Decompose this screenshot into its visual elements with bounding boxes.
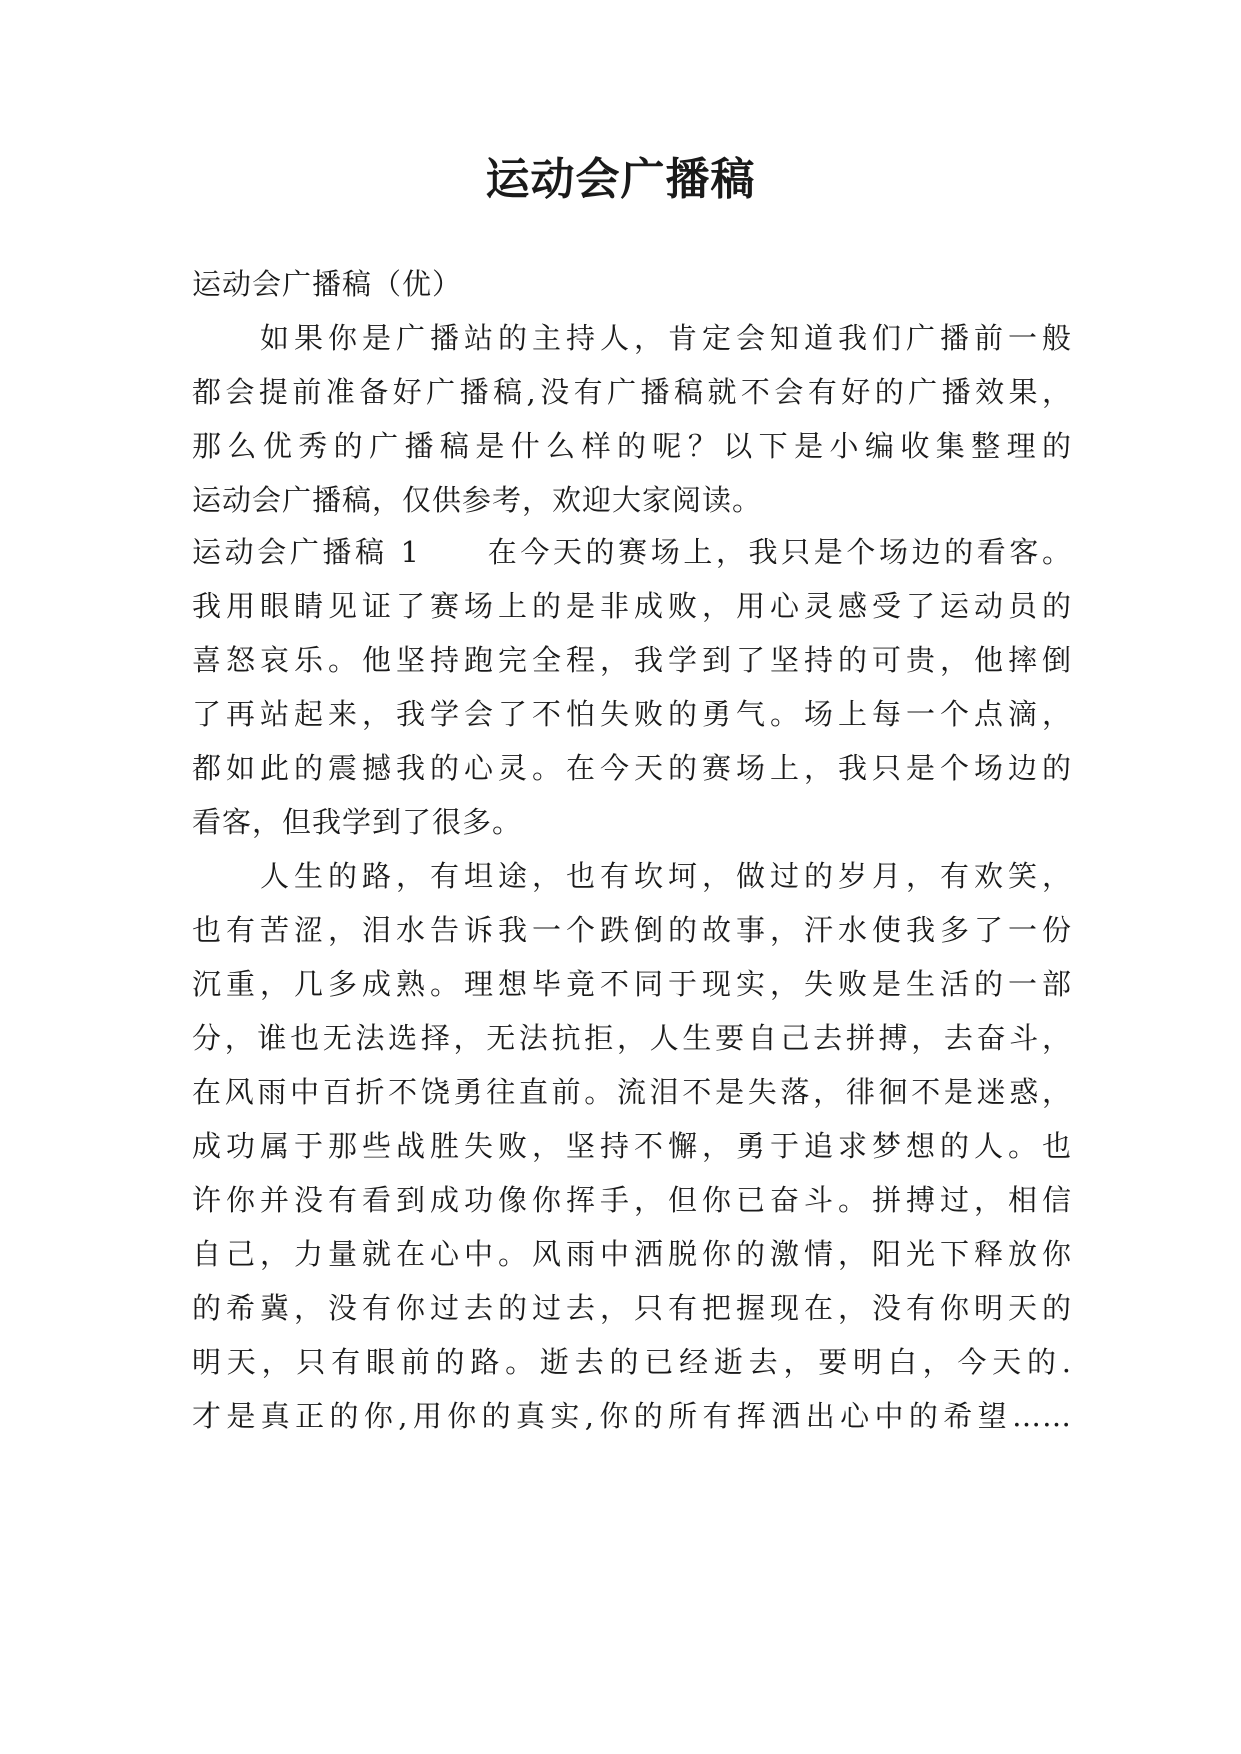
text-line: 明天，只有眼前的路。逝去的已经逝去，要明白，今天的. [192, 1345, 1072, 1379]
text-line: 自己，力量就在心中。风雨中洒脱你的激情，阳光下释放你 [192, 1237, 1072, 1271]
text-line: 在风雨中百折不饶勇往直前。流泪不是失落，徘徊不是迷惑， [192, 1075, 1072, 1109]
text-line: 人生的路，有坦途，也有坎坷，做过的岁月，有欢笑， [192, 859, 1072, 893]
text-line: 许你并没有看到成功像你挥手，但你已奋斗。拼搏过，相信 [192, 1183, 1072, 1217]
text-line: 的希冀，没有你过去的过去，只有把握现在，没有你明天的 [192, 1291, 1072, 1325]
text-line: 运动会广播稿（优） [192, 267, 463, 301]
text-line: 才是真正的你,用你的真实,你的所有挥洒出心中的希望…… [192, 1399, 1072, 1433]
text-line: 如果你是广播站的主持人，肯定会知道我们广播前一般 [192, 321, 1072, 355]
text-line: 看客，但我学到了很多。 [192, 805, 523, 839]
document-title: 运动会广播稿 [485, 154, 756, 205]
text-line: 成功属于那些战胜失败，坚持不懈，勇于追求梦想的人。也 [192, 1129, 1072, 1163]
text-line: 那么优秀的广播稿是什么样的呢？以下是小编收集整理的 [192, 429, 1072, 463]
text-line: 分，谁也无法选择，无法抗拒，人生要自己去拼搏，去奋斗， [192, 1021, 1072, 1055]
text-line: 运动会广播稿，仅供参考，欢迎大家阅读。 [192, 483, 763, 517]
text-line: 也有苦涩，泪水告诉我一个跌倒的故事，汗水使我多了一份 [192, 913, 1072, 947]
text-line: 都会提前准备好广播稿,没有广播稿就不会有好的广播效果， [192, 375, 1072, 409]
text-line: 了再站起来，我学会了不怕失败的勇气。场上每一个点滴， [192, 697, 1072, 731]
text-line: 沉重，几多成熟。理想毕竟不同于现实，失败是生活的一部 [192, 967, 1072, 1001]
text-line: 运动会广播稿 1 在今天的赛场上，我只是个场边的看客。 [192, 535, 1072, 569]
text-line: 都如此的震撼我的心灵。在今天的赛场上，我只是个场边的 [192, 751, 1072, 785]
text-line: 我用眼睛见证了赛场上的是非成败，用心灵感受了运动员的 [192, 589, 1072, 623]
text-line: 喜怒哀乐。他坚持跑完全程，我学到了坚持的可贵，他摔倒 [192, 643, 1072, 677]
